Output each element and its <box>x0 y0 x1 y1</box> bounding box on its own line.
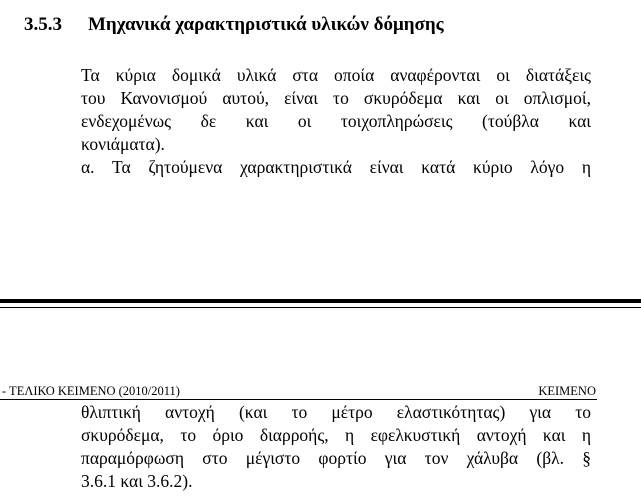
section-number: 3.5.3 <box>24 14 62 35</box>
top-paragraph <box>81 64 591 179</box>
paragraph-line: του Κανονισμού αυτού, είναι το σκυρόδεμα και οι οπλισμοί, <box>81 88 591 108</box>
running-header-left: - ΤΕΛΙΚΟ ΚΕΙΜΕΝΟ (2010/2011) <box>2 384 180 398</box>
section-heading <box>24 14 444 36</box>
section-title: Μηχανικά χαρακτηριστικά υλικών δόμησης <box>88 14 444 35</box>
paragraph-line: θλιπτική αντοχή (και το μέτρο ελαστικότητας) για το <box>81 402 591 422</box>
paragraph-line: κονιάματα). <box>81 134 165 154</box>
paragraph-line: ενδεχομένως δε και οι τοιχοπληρώσεις (τούβλα και <box>81 111 591 131</box>
paragraph-line: α. Τα ζητούμενα χαρακτηριστικά είναι κατά κύριο λόγο η <box>81 157 591 177</box>
paragraph-line: παραμόρφωση στο μέγιστο φορτίο για τον χάλυβα (βλ. § <box>81 448 591 468</box>
page-break-rule-thin <box>0 307 641 308</box>
paragraph-line: Τα κύρια δομικά υλικά στα οποία αναφέρονται οι διατάξεις <box>81 65 591 85</box>
paragraph-line: 3.6.1 και 3.6.2). <box>81 471 193 491</box>
bottom-paragraph <box>81 401 591 493</box>
running-header-right: ΚΕΙΜΕΝΟ <box>538 384 596 398</box>
page-break-rule-thick <box>0 299 641 303</box>
running-header-rule <box>0 399 597 400</box>
paragraph-line: σκυρόδεμα, το όριο διαρροής, η εφελκυστική αντοχή και η <box>81 425 591 445</box>
